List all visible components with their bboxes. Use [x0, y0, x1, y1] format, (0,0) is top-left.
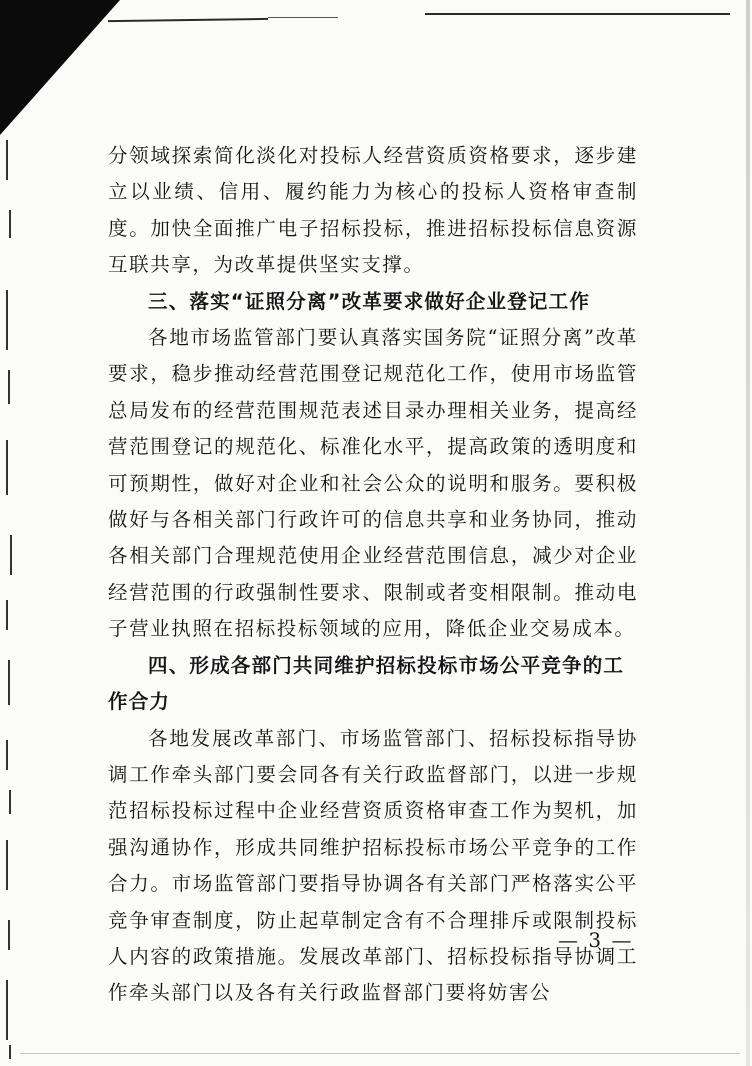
- document-body: [108, 138, 638, 1012]
- section-heading: 四、形成各部门共同维护招标投标市场公平竞争的工作合力: [108, 653, 625, 714]
- scan-edge-line: [108, 18, 268, 22]
- page-bottom-edge: [20, 1053, 740, 1054]
- scan-edge-line: [268, 17, 338, 18]
- corner-fold-shadow: [0, 0, 120, 135]
- page-number: — 3 —: [558, 928, 634, 952]
- paragraph: 分领域探索简化淡化对投标人经营资质资格要求，逐步建立以业绩、信用、履约能力为核心的投标人资格审查制度。加快全面推广电子招标投标，推进招标投标信息资源互联共享，为改革提供坚实支撑。: [108, 144, 638, 277]
- paragraph: 各地市场监管部门要认真落实国务院“证照分离”改革要求，稳步推动经营范围登记规范化工作，使用市场监管总局发布的经营范围规范表述目录办理相关业务，提高经营范围登记的规范化、标准化水平，提高政策的透明度和可预期性，做好对企业和社会公众的说明和服务。要积极做好与各相关部门行政许可的信息共享和业务协同，推动各相关部门合理规范使用企业经营范围信息，减少对企业经营范围的行政强制性要求、限制或者变相限制。推动电子营业执照在招标投标领域的应用，降低企业交易成本。: [108, 326, 638, 641]
- scan-edge-line: [425, 13, 730, 15]
- page-right-edge: [746, 0, 750, 1066]
- binding-marks: [6, 140, 20, 1060]
- paragraph: 各地发展改革部门、市场监管部门、招标投标指导协调工作牵头部门要会同各有关行政监督部门，以进一步规范招标投标过程中企业经营资质资格审查工作为契机，加强沟通协作，形成共同维护招标投标市场公平竞争的工作合力。市场监管部门要指导协调各有关部门严格落实公平竞争审查制度，防止起草制定含有不合理排斥或限制投标人内容的政策措施。发展改革部门、招标投标指导协调工作牵头部门以及各有关行政监督部门要将妨害公: [108, 726, 638, 1005]
- section-heading: 三、落实“证照分离”改革要求做好企业登记工作: [148, 289, 591, 313]
